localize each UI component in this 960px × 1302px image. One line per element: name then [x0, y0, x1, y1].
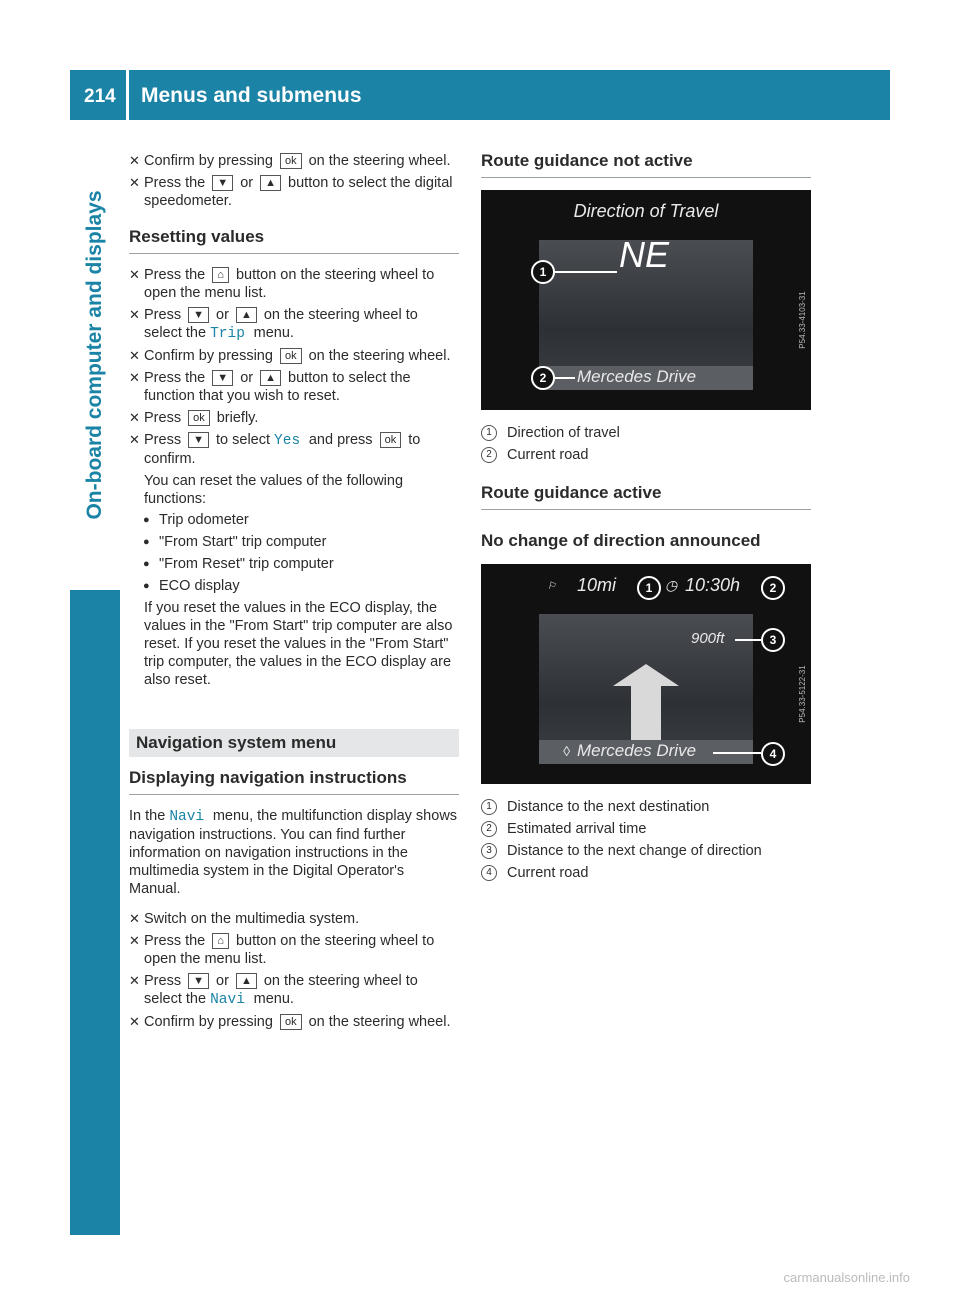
step: ✕ Press ok briefly.: [129, 410, 259, 426]
left-column: [129, 152, 459, 1035]
callout-marker-1: 1: [531, 260, 555, 284]
step: ✕ Press the ▼ or ▲ button to select the digital speedometer.: [129, 175, 453, 209]
figure-code: P54.33-4103-31: [798, 291, 807, 349]
side-tab: [70, 120, 120, 590]
navi-intro-paragraph: In the Navi menu, the multifunction display shows navigation instructions. You can find further information on navigation instructions in the multimedia system in the Digital Operator's Manual.: [129, 808, 458, 897]
down-key-icon: ▼: [188, 432, 209, 448]
step: ✕ Press ▼ or ▲ on the steering wheel to select the Navi menu.: [129, 973, 418, 1008]
up-key-icon: ▲: [260, 175, 281, 191]
option-yes: Yes: [274, 433, 309, 449]
callout-marker-2: 2: [761, 576, 785, 600]
callout-marker-3: 3: [761, 628, 785, 652]
step: ✕ Switch on the multimedia system.: [129, 911, 360, 927]
down-key-icon: ▼: [188, 307, 209, 323]
clock-icon: ◷: [665, 577, 678, 593]
ok-key-icon: ok: [280, 1014, 302, 1030]
destination-flag-icon: ⚐: [547, 581, 556, 592]
list-item: ● Trip odometer: [143, 512, 249, 528]
step: ✕ Press the ▼ or ▲ button to select the function that you wish to reset.: [129, 370, 411, 404]
callout-item: 1 Distance to the next destination: [481, 798, 811, 816]
watermark: carmanualsonline.info: [783, 1270, 910, 1285]
list-item: ● "From Start" trip computer: [143, 534, 327, 550]
navigation-menu-band: Navigation system menu: [129, 729, 459, 757]
ok-key-icon: ok: [280, 153, 302, 169]
callout-item: 4 Current road: [481, 864, 811, 882]
section-heading-route-not-active: Route guidance not active: [481, 152, 811, 178]
ok-key-icon: ok: [280, 348, 302, 364]
down-key-icon: ▼: [212, 370, 233, 386]
home-key-icon: ⌂: [212, 267, 229, 283]
menu-name-navi: Navi: [210, 992, 254, 1008]
ok-key-icon: ok: [380, 432, 402, 448]
callout-item: 3 Distance to the next change of direction: [481, 842, 811, 860]
header-divider: [126, 70, 129, 120]
down-key-icon: ▼: [188, 973, 209, 989]
current-road: Mercedes Drive: [577, 367, 697, 386]
callout-marker-4: 4: [761, 742, 785, 766]
list-item: ● ECO display: [143, 578, 240, 594]
distance-to-destination: 10mi: [577, 575, 617, 595]
up-key-icon: ▲: [260, 370, 281, 386]
down-key-icon: ▼: [212, 175, 233, 191]
current-road: Mercedes Drive: [577, 741, 697, 760]
direction-heading: NE: [619, 234, 670, 275]
page-title: Menus and submenus: [141, 84, 362, 107]
arrival-time: 10:30h: [685, 575, 741, 595]
callout-item: 2 Estimated arrival time: [481, 820, 811, 838]
straight-ahead-arrow-icon: [613, 664, 679, 740]
step: ✕ Confirm by pressing ok on the steering wheel.: [129, 1014, 451, 1030]
step: ✕ Press ▼ to select Yes and press ok to confirm.: [129, 432, 421, 467]
section-heading-navigation-instructions: Displaying navigation instructions: [129, 769, 459, 795]
display-title: Direction of Travel: [573, 201, 719, 221]
home-key-icon: ⌂: [212, 933, 229, 949]
figure-code: P54.33-5122-31: [798, 665, 807, 723]
section-heading-route-active: Route guidance active: [481, 484, 811, 510]
side-tab-block: [70, 590, 120, 1235]
up-key-icon: ▲: [236, 973, 257, 989]
step: ✕ Confirm by pressing ok on the steering wheel.: [129, 153, 451, 169]
page-number: 214: [84, 86, 116, 107]
reset-footnote: If you reset the values in the ECO display, the values in the "From Start" trip computer are also reset. If you reset the values in the "From Start" trip computer, the values in the ECO display are also reset.: [144, 600, 453, 688]
road-diamond-icon: ◊: [563, 743, 570, 759]
display-image-route-guidance: [481, 564, 811, 784]
distance-to-next-change: 900ft: [691, 630, 725, 647]
ok-key-icon: ok: [188, 410, 210, 426]
side-tab-label: On-board computer and displays: [83, 190, 106, 520]
up-key-icon: ▲: [236, 307, 257, 323]
menu-name-trip: Trip: [210, 326, 254, 342]
section-heading-resetting-values: Resetting values: [129, 228, 459, 254]
step: ✕ Press ▼ or ▲ on the steering wheel to select the Trip menu.: [129, 307, 418, 342]
step: ✕ Confirm by pressing ok on the steering wheel.: [129, 348, 451, 364]
step: ✕ Press the ⌂ button on the steering wheel to open the menu list.: [129, 933, 435, 967]
menu-name-navi: Navi: [169, 809, 213, 825]
right-column: [481, 152, 811, 886]
display-image-direction-of-travel: [481, 190, 811, 410]
callout-marker-1: 1: [637, 576, 661, 600]
list-item: ● "From Reset" trip computer: [143, 556, 334, 572]
callout-item: 1 Direction of travel: [481, 424, 811, 442]
step: ✕ Press the ⌂ button on the steering wheel to open the menu list.: [129, 267, 435, 301]
subheading-no-change: No change of direction announced: [481, 531, 761, 550]
reset-note: You can reset the values of the following functions:: [144, 473, 404, 507]
callout-item: 2 Current road: [481, 446, 811, 464]
callout-marker-2: 2: [531, 366, 555, 390]
